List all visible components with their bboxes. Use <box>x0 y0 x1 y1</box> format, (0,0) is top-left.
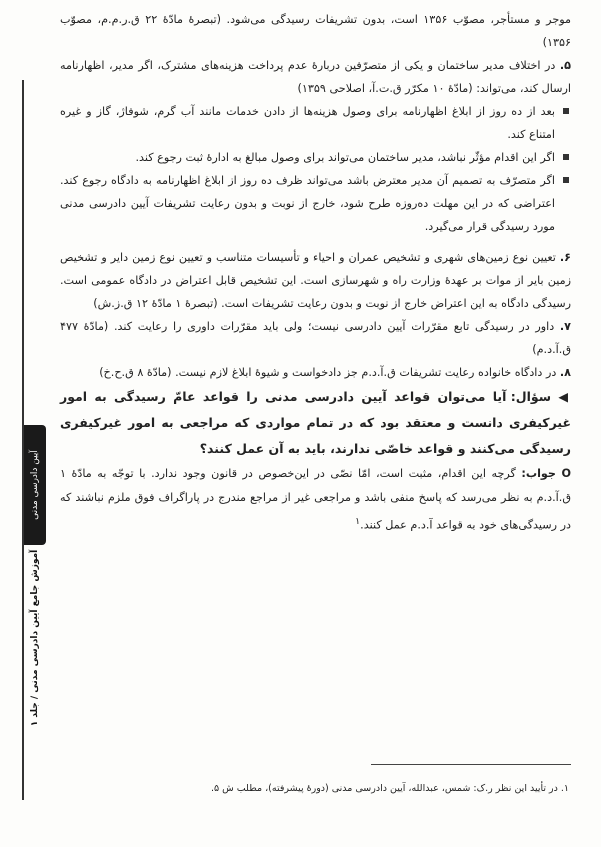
item-number: ۷. <box>559 320 571 333</box>
question-text: سؤال: آیا می‌توان قواعد آیین دادرسی مدنی را قواعد عامّ رسیدگی به امور غیرکیفری دانست و معتقد بود که در تمام مواردی که مراجعی به امور غیرکیفری رسیدگی می‌کنند و قواعد خاصّی ندارند، باید به آن عمل کنند؟ <box>60 389 571 456</box>
list-item: اگر این اقدام مؤثّر نباشد، مدیر ساختمان می‌تواند برای وصول مبالغ به ادارهٔ ثبت رجوع کند. <box>60 146 555 169</box>
side-tab-chapter <box>24 425 46 545</box>
answer-text: گرچه این اقدام، مثبت است، امّا نصّی در این‌خصوص در قانون وجود ندارد. با توجّه به مادّهٔ ۱ ق.آ.د.م به نظر می‌رسد که پاسخ منفی باشد و مراجعی غیر از مراجع مندرج در پاراگراف فوق ملزم نباشند که در رسیدگی‌های خود به قواعد آ.د.م عمل کنند. <box>60 467 571 532</box>
paragraph-8 <box>60 361 571 384</box>
question-arrow-icon: ◀ <box>558 389 571 404</box>
footnote: ۱. در تأیید این نظر ر.ک: شمس، عبدالله، آیین دادرسی مدنی (دورهٔ پیشرفته)، مطلب ش ۵. <box>210 783 569 794</box>
side-tab-book <box>24 550 46 725</box>
paragraph-5 <box>60 54 571 100</box>
answer-circle-icon: O <box>561 467 571 480</box>
side-tab <box>24 425 46 725</box>
question-block <box>60 384 571 462</box>
footnote-ref: ۱ <box>355 516 361 527</box>
paragraph-continued: موجر و مستأجر، مصوّب ۱۳۵۶ است، بدون تشریفات رسیدگی می‌شود. (تبصرهٔ مادّهٔ ۲۲ ق.ر.م.م، مصوّب ۱۳۵۶) <box>60 13 572 49</box>
answer-label: جواب: <box>521 467 556 480</box>
list-item: اگر متصرّف به تصمیم آن مدیر معترض باشد می‌تواند ظرف ده روز از ابلاغ اظهارنامه به دادگاه رجوع کند. اعتراضی که در این مهلت ده‌روزه طرح شود، خارج از نوبت و بدون رعایت تشریفات آیین دادرسی مدنی مورد رسیدگی قرار می‌گیرد. <box>60 169 555 238</box>
list-item: بعد از ده روز از ابلاغ اظهارنامه برای وصول هزینه‌ها از دادن خدمات مانند آب گرم، شوفاژ، گاز و غیره امتناع کند. <box>60 100 555 146</box>
paragraph-text: در اختلاف مدیر ساختمان و یکی از متصرّفین دربارهٔ عدم پرداخت هزینه‌های مشترک، اگر مدیر، اظهارنامه ارسال کند، می‌تواند: (مادّهٔ ۱۰ مکرّر ق.ت.آ، اصلاحی ۱۳۵۹) <box>60 59 571 95</box>
paragraph-text: داور در رسیدگی تابع مقرّرات آیین دادرسی نیست؛ ولی باید مقرّرات داوری را رعایت کند. (مادّهٔ ۴۷۷ ق.آ.د.م) <box>60 320 571 356</box>
paragraph-text: تعیین نوع زمین‌های شهری و تشخیص عمران و احیاء و تأسیسات متناسب و تعیین نوع زمین دایر و تشخیص زمین بایر از موات بر عهدهٔ وزارت راه و شهرسازی است. این تشخیص قابل اعتراض در دادگاه عمومی است. رسیدگی دادگاه به این اعتراض خارج از نوبت و بدون رعایت تشریفات است. (تبصرهٔ ۱ مادّهٔ ۱۲ ق.ز.ش) <box>60 251 571 310</box>
side-tab-chapter-label: آیین دادرسی مدنی <box>30 450 40 520</box>
page-body <box>60 8 571 538</box>
paragraph-text: در دادگاه خانواده رعایت تشریفات ق.آ.د.م جز دادخواست و شیوهٔ ابلاغ لازم نیست. (مادّهٔ ۸ ق.ح.خ) <box>99 366 557 379</box>
answer-block <box>60 462 571 538</box>
bullet-list <box>60 100 571 238</box>
footnote-divider <box>371 764 571 765</box>
paragraph-7 <box>60 315 571 361</box>
paragraph-6 <box>60 246 571 315</box>
item-number: ۸. <box>559 366 571 379</box>
item-number: ۵. <box>559 59 571 72</box>
side-tab-book-label: آموزش جامع آیین دادرسی مدنی / جلد ۱ <box>30 549 40 726</box>
item-number: ۶. <box>559 251 572 264</box>
